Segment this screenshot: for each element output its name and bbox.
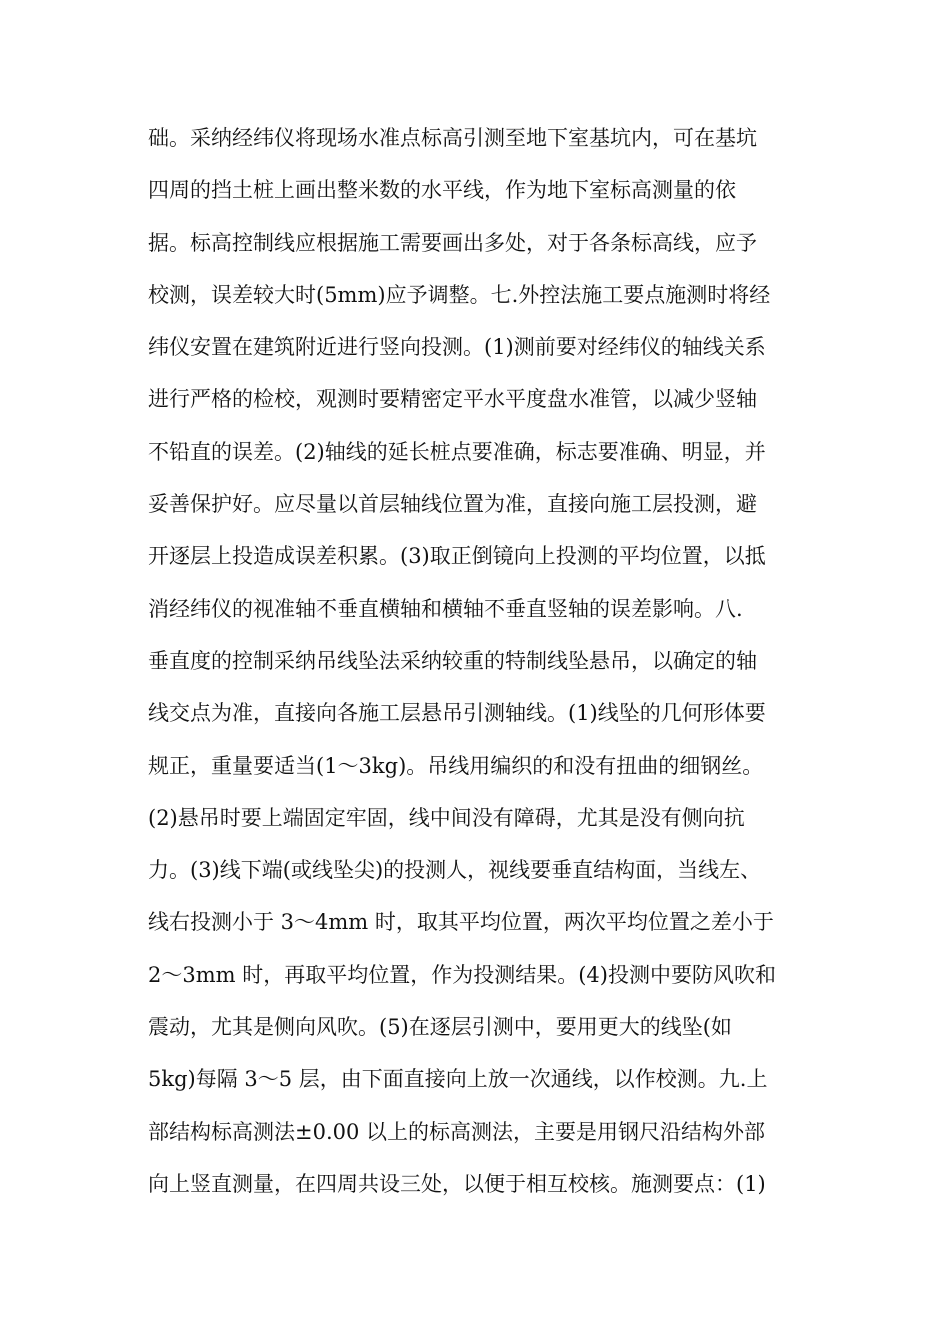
body-text <box>148 118 808 1216</box>
text-line: 力。(3)线下端(或线坠尖)的投测人，视线要垂直结构面，当线左、 <box>148 858 762 883</box>
text-line: 纬仪安置在建筑附近进行竖向投测。(1)测前要对经纬仪的轴线关系 <box>148 335 766 360</box>
text-line: 线交点为准，直接向各施工层悬吊引测轴线。(1)线坠的几何形体要 <box>148 701 766 726</box>
text-line: 不铅直的误差。(2)轴线的延长桩点要准确，标志要准确、明显，并 <box>148 439 766 464</box>
text-line: 向上竖直测量，在四周共设三处，以便于相互校核。施测要点：(1) <box>148 1171 766 1196</box>
text-line: 础。采纳经纬仪将现场水准点标高引测至地下室基坑内，可在基坑 <box>148 126 757 150</box>
text-line: 据。标高控制线应根据施工需要画出多处，对于各条标高线，应予 <box>148 230 757 255</box>
text-line: 进行严格的检校，观测时要精密定平水平度盘水准管，以减少竖轴 <box>148 387 757 412</box>
text-line: 校测，误差较大时(5mm)应予调整。七.外控法施工要点施测时将经 <box>148 282 771 307</box>
text-line: 2～3mm 时，再取平均位置，作为投测结果。(4)投测中要防风吹和 <box>148 962 776 987</box>
text-line: 开逐层上投造成误差积累。(3)取正倒镜向上投测的平均位置，以抵 <box>148 544 766 569</box>
text-line: 5kg)每隔 3～5 层，由下面直接向上放一次通线，以作校测。九.上 <box>148 1067 768 1092</box>
text-line: 震动，尤其是侧向风吹。(5)在逐层引测中，要用更大的线坠(如 <box>148 1015 732 1040</box>
text-line: 四周的挡土桩上画出整米数的水平线，作为地下室标高测量的依 <box>148 178 736 203</box>
text-line: 消经纬仪的视准轴不垂直横轴和横轴不垂直竖轴的误差影响。八. <box>148 596 743 621</box>
text-line: 妥善保护好。应尽量以首层轴线位置为准，直接向施工层投测，避 <box>148 492 757 517</box>
text-line: 垂直度的控制采纳吊线坠法采纳较重的特制线坠悬吊，以确定的轴 <box>148 648 757 673</box>
text-line: 线右投测小于 3～4mm 时，取其平均位置，两次平均位置之差小于 <box>148 910 774 935</box>
text-line: 部结构标高测法±0.00 以上的标高测法，主要是用钢尺沿结构外部 <box>148 1119 766 1144</box>
text-line: (2)悬吊时要上端固定牢固，线中间没有障碍，尤其是没有侧向抗 <box>148 805 745 830</box>
text-line: 规正，重量要适当(1～3kg)。吊线用编织的和没有扭曲的细钢丝。 <box>148 753 764 778</box>
